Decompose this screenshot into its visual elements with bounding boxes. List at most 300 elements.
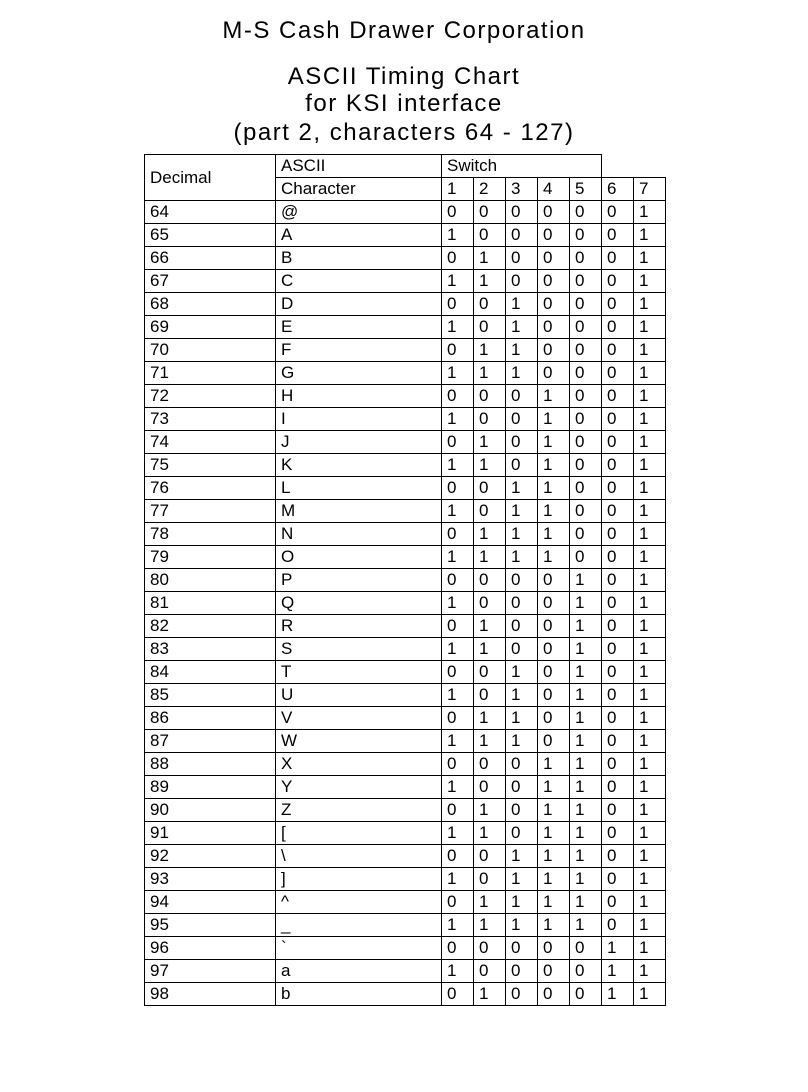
switch-7-cell: 1 xyxy=(634,477,666,500)
switch-2-cell: 0 xyxy=(474,293,506,316)
switch-1-cell: 0 xyxy=(442,247,474,270)
switch-7-cell: 1 xyxy=(634,638,666,661)
switch-6-cell: 0 xyxy=(602,408,634,431)
switch-7-cell: 1 xyxy=(634,546,666,569)
switch-3-cell: 0 xyxy=(506,799,538,822)
switch-5-cell: 0 xyxy=(570,454,602,477)
switch-3-cell: 1 xyxy=(506,293,538,316)
switch-5-cell: 0 xyxy=(570,385,602,408)
switch-2-cell: 1 xyxy=(474,546,506,569)
switch-1-cell: 0 xyxy=(442,799,474,822)
switch-7-cell: 1 xyxy=(634,799,666,822)
switch-1-cell: 1 xyxy=(442,224,474,247)
switch-3-cell: 1 xyxy=(506,316,538,339)
switch-6-cell: 0 xyxy=(602,799,634,822)
switch-7-cell: 1 xyxy=(634,270,666,293)
switch-6-cell: 0 xyxy=(602,753,634,776)
character-cell: ^ xyxy=(276,891,442,914)
character-cell: E xyxy=(276,316,442,339)
character-cell: _ xyxy=(276,914,442,937)
character-cell: G xyxy=(276,362,442,385)
switch-5-cell: 1 xyxy=(570,684,602,707)
switch-4-cell: 0 xyxy=(538,707,570,730)
switch-3-cell: 1 xyxy=(506,661,538,684)
switch-6-cell: 0 xyxy=(602,868,634,891)
character-cell: F xyxy=(276,339,442,362)
switch-6-cell: 0 xyxy=(602,592,634,615)
switch-4-cell: 1 xyxy=(538,753,570,776)
character-cell: Y xyxy=(276,776,442,799)
switch-3-cell: 1 xyxy=(506,477,538,500)
switch-2-cell: 1 xyxy=(474,914,506,937)
character-cell: S xyxy=(276,638,442,661)
switch-6-cell: 1 xyxy=(602,937,634,960)
table-row xyxy=(145,362,666,385)
table-row xyxy=(145,201,666,224)
switch-5-cell: 1 xyxy=(570,638,602,661)
switch-6-cell: 0 xyxy=(602,615,634,638)
switch-3-cell: 1 xyxy=(506,707,538,730)
decimal-cell: 91 xyxy=(145,822,276,845)
switch-5-cell: 0 xyxy=(570,247,602,270)
switch-4-cell: 1 xyxy=(538,408,570,431)
table-row xyxy=(145,730,666,753)
table-row xyxy=(145,684,666,707)
table-row xyxy=(145,523,666,546)
switch-4-cell: 0 xyxy=(538,224,570,247)
table-row xyxy=(145,247,666,270)
switch-1-cell: 0 xyxy=(442,339,474,362)
switch-5-cell: 1 xyxy=(570,615,602,638)
switch-3-cell: 0 xyxy=(506,224,538,247)
table-row xyxy=(145,500,666,523)
switch-4-cell: 0 xyxy=(538,569,570,592)
table-row xyxy=(145,937,666,960)
switch-4-cell: 0 xyxy=(538,362,570,385)
switch-3-cell: 0 xyxy=(506,569,538,592)
switch-5-cell: 0 xyxy=(570,983,602,1006)
decimal-cell: 79 xyxy=(145,546,276,569)
character-cell: P xyxy=(276,569,442,592)
switch-3-cell: 1 xyxy=(506,339,538,362)
decimal-cell: 87 xyxy=(145,730,276,753)
table-row xyxy=(145,914,666,937)
table-row xyxy=(145,339,666,362)
decimal-cell: 68 xyxy=(145,293,276,316)
switch-7-cell: 1 xyxy=(634,914,666,937)
table-row xyxy=(145,845,666,868)
switch-4-cell: 1 xyxy=(538,385,570,408)
switch-3-cell: 0 xyxy=(506,385,538,408)
header-switch-7: 7 xyxy=(634,178,666,201)
switch-5-cell: 1 xyxy=(570,592,602,615)
switch-2-cell: 1 xyxy=(474,431,506,454)
decimal-cell: 70 xyxy=(145,339,276,362)
header-switch-3: 3 xyxy=(506,178,538,201)
character-cell: R xyxy=(276,615,442,638)
switch-3-cell: 0 xyxy=(506,753,538,776)
switch-6-cell: 0 xyxy=(602,822,634,845)
table-row xyxy=(145,592,666,615)
switch-4-cell: 1 xyxy=(538,546,570,569)
switch-5-cell: 1 xyxy=(570,569,602,592)
switch-4-cell: 0 xyxy=(538,638,570,661)
decimal-cell: 83 xyxy=(145,638,276,661)
switch-3-cell: 0 xyxy=(506,247,538,270)
decimal-cell: 64 xyxy=(145,201,276,224)
switch-7-cell: 1 xyxy=(634,454,666,477)
switch-6-cell: 0 xyxy=(602,546,634,569)
decimal-cell: 72 xyxy=(145,385,276,408)
switch-4-cell: 0 xyxy=(538,592,570,615)
switch-1-cell: 1 xyxy=(442,960,474,983)
character-cell: D xyxy=(276,293,442,316)
switch-1-cell: 0 xyxy=(442,385,474,408)
table-row xyxy=(145,960,666,983)
table-row xyxy=(145,477,666,500)
switch-5-cell: 0 xyxy=(570,523,602,546)
character-cell: a xyxy=(276,960,442,983)
table-row xyxy=(145,454,666,477)
switch-1-cell: 0 xyxy=(442,569,474,592)
table-row xyxy=(145,431,666,454)
decimal-cell: 86 xyxy=(145,707,276,730)
switch-6-cell: 0 xyxy=(602,247,634,270)
table-row xyxy=(145,799,666,822)
table-row xyxy=(145,983,666,1006)
switch-5-cell: 1 xyxy=(570,914,602,937)
chart-title-line-3: (part 2, characters 64 - 127) xyxy=(233,119,575,146)
switch-2-cell: 0 xyxy=(474,753,506,776)
switch-7-cell: 1 xyxy=(634,845,666,868)
character-cell: ` xyxy=(276,937,442,960)
switch-1-cell: 0 xyxy=(442,523,474,546)
switch-1-cell: 0 xyxy=(442,431,474,454)
character-cell: Z xyxy=(276,799,442,822)
character-cell: N xyxy=(276,523,442,546)
switch-7-cell: 1 xyxy=(634,339,666,362)
character-cell: U xyxy=(276,684,442,707)
switch-3-cell: 0 xyxy=(506,937,538,960)
switch-2-cell: 0 xyxy=(474,592,506,615)
switch-7-cell: 1 xyxy=(634,201,666,224)
switch-4-cell: 1 xyxy=(538,776,570,799)
switch-4-cell: 1 xyxy=(538,500,570,523)
decimal-cell: 93 xyxy=(145,868,276,891)
decimal-cell: 74 xyxy=(145,431,276,454)
switch-4-cell: 1 xyxy=(538,822,570,845)
character-cell: b xyxy=(276,983,442,1006)
switch-3-cell: 1 xyxy=(506,362,538,385)
switch-3-cell: 1 xyxy=(506,684,538,707)
switch-7-cell: 1 xyxy=(634,661,666,684)
switch-5-cell: 1 xyxy=(570,891,602,914)
switch-7-cell: 1 xyxy=(634,408,666,431)
switch-2-cell: 0 xyxy=(474,845,506,868)
switch-2-cell: 1 xyxy=(474,362,506,385)
table-row xyxy=(145,868,666,891)
switch-2-cell: 0 xyxy=(474,385,506,408)
switch-3-cell: 0 xyxy=(506,431,538,454)
switch-6-cell: 0 xyxy=(602,500,634,523)
table-row xyxy=(145,270,666,293)
switch-2-cell: 0 xyxy=(474,937,506,960)
switch-6-cell: 0 xyxy=(602,477,634,500)
header-decimal: Decimal xyxy=(145,155,276,201)
character-cell: ] xyxy=(276,868,442,891)
switch-7-cell: 1 xyxy=(634,316,666,339)
switch-1-cell: 1 xyxy=(442,362,474,385)
switch-6-cell: 0 xyxy=(602,661,634,684)
switch-2-cell: 0 xyxy=(474,224,506,247)
switch-6-cell: 0 xyxy=(602,362,634,385)
table-row xyxy=(145,293,666,316)
switch-2-cell: 1 xyxy=(474,270,506,293)
switch-6-cell: 0 xyxy=(602,891,634,914)
character-cell: [ xyxy=(276,822,442,845)
switch-4-cell: 1 xyxy=(538,523,570,546)
switch-2-cell: 0 xyxy=(474,661,506,684)
decimal-cell: 94 xyxy=(145,891,276,914)
switch-2-cell: 0 xyxy=(474,684,506,707)
character-cell: A xyxy=(276,224,442,247)
character-cell: T xyxy=(276,661,442,684)
character-cell: X xyxy=(276,753,442,776)
switch-4-cell: 1 xyxy=(538,914,570,937)
switch-5-cell: 0 xyxy=(570,270,602,293)
switch-7-cell: 1 xyxy=(634,776,666,799)
switch-7-cell: 1 xyxy=(634,592,666,615)
switch-1-cell: 1 xyxy=(442,684,474,707)
decimal-cell: 75 xyxy=(145,454,276,477)
switch-2-cell: 1 xyxy=(474,615,506,638)
character-cell: I xyxy=(276,408,442,431)
switch-1-cell: 1 xyxy=(442,730,474,753)
decimal-cell: 96 xyxy=(145,937,276,960)
switch-4-cell: 0 xyxy=(538,201,570,224)
switch-7-cell: 1 xyxy=(634,293,666,316)
switch-1-cell: 0 xyxy=(442,891,474,914)
switch-2-cell: 1 xyxy=(474,822,506,845)
switch-1-cell: 1 xyxy=(442,270,474,293)
chart-title-line-1: ASCII Timing Chart xyxy=(287,63,521,90)
decimal-cell: 92 xyxy=(145,845,276,868)
switch-7-cell: 1 xyxy=(634,500,666,523)
switch-5-cell: 1 xyxy=(570,845,602,868)
switch-3-cell: 0 xyxy=(506,201,538,224)
switch-5-cell: 0 xyxy=(570,362,602,385)
switch-2-cell: 0 xyxy=(474,477,506,500)
switch-5-cell: 1 xyxy=(570,868,602,891)
decimal-cell: 65 xyxy=(145,224,276,247)
table-row xyxy=(145,707,666,730)
switch-3-cell: 0 xyxy=(506,638,538,661)
switch-2-cell: 0 xyxy=(474,201,506,224)
switch-3-cell: 0 xyxy=(506,454,538,477)
character-cell: M xyxy=(276,500,442,523)
switch-1-cell: 1 xyxy=(442,592,474,615)
character-cell: H xyxy=(276,385,442,408)
switch-4-cell: 1 xyxy=(538,431,570,454)
switch-7-cell: 1 xyxy=(634,431,666,454)
table-row xyxy=(145,385,666,408)
character-cell: O xyxy=(276,546,442,569)
switch-7-cell: 1 xyxy=(634,753,666,776)
switch-1-cell: 1 xyxy=(442,914,474,937)
switch-6-cell: 0 xyxy=(602,339,634,362)
header-switch-1: 1 xyxy=(442,178,474,201)
switch-3-cell: 1 xyxy=(506,891,538,914)
switch-3-cell: 1 xyxy=(506,845,538,868)
switch-2-cell: 0 xyxy=(474,408,506,431)
switch-6-cell: 0 xyxy=(602,523,634,546)
switch-5-cell: 0 xyxy=(570,546,602,569)
switch-3-cell: 0 xyxy=(506,270,538,293)
switch-1-cell: 0 xyxy=(442,845,474,868)
character-cell: L xyxy=(276,477,442,500)
switch-2-cell: 0 xyxy=(474,500,506,523)
decimal-cell: 97 xyxy=(145,960,276,983)
table-row xyxy=(145,753,666,776)
table-body xyxy=(145,201,666,1006)
decimal-cell: 89 xyxy=(145,776,276,799)
switch-4-cell: 0 xyxy=(538,684,570,707)
switch-2-cell: 1 xyxy=(474,523,506,546)
switch-6-cell: 0 xyxy=(602,201,634,224)
switch-1-cell: 1 xyxy=(442,500,474,523)
switch-5-cell: 1 xyxy=(570,730,602,753)
switch-1-cell: 0 xyxy=(442,937,474,960)
decimal-cell: 80 xyxy=(145,569,276,592)
character-cell: K xyxy=(276,454,442,477)
header-switch-4: 4 xyxy=(538,178,570,201)
switch-1-cell: 0 xyxy=(442,661,474,684)
ascii-timing-table xyxy=(144,154,666,1006)
switch-5-cell: 1 xyxy=(570,753,602,776)
switch-6-cell: 1 xyxy=(602,983,634,1006)
switch-3-cell: 1 xyxy=(506,730,538,753)
switch-5-cell: 1 xyxy=(570,822,602,845)
switch-4-cell: 0 xyxy=(538,293,570,316)
table-row xyxy=(145,661,666,684)
decimal-cell: 98 xyxy=(145,983,276,1006)
switch-7-cell: 1 xyxy=(634,822,666,845)
switch-3-cell: 0 xyxy=(506,615,538,638)
switch-2-cell: 1 xyxy=(474,730,506,753)
switch-7-cell: 1 xyxy=(634,247,666,270)
company-title: M-S Cash Drawer Corporation xyxy=(222,17,586,44)
switch-5-cell: 1 xyxy=(570,799,602,822)
switch-5-cell: 0 xyxy=(570,431,602,454)
switch-4-cell: 1 xyxy=(538,477,570,500)
header-spacer xyxy=(602,155,666,178)
table-row xyxy=(145,822,666,845)
switch-1-cell: 1 xyxy=(442,454,474,477)
switch-5-cell: 0 xyxy=(570,293,602,316)
switch-1-cell: 1 xyxy=(442,546,474,569)
switch-5-cell: 0 xyxy=(570,224,602,247)
switch-5-cell: 1 xyxy=(570,661,602,684)
decimal-cell: 78 xyxy=(145,523,276,546)
character-cell: Q xyxy=(276,592,442,615)
header-switch-5: 5 xyxy=(570,178,602,201)
switch-2-cell: 0 xyxy=(474,960,506,983)
character-cell: C xyxy=(276,270,442,293)
switch-1-cell: 0 xyxy=(442,201,474,224)
switch-7-cell: 1 xyxy=(634,569,666,592)
character-cell: \ xyxy=(276,845,442,868)
switch-1-cell: 0 xyxy=(442,707,474,730)
decimal-cell: 88 xyxy=(145,753,276,776)
switch-3-cell: 1 xyxy=(506,868,538,891)
table-row xyxy=(145,224,666,247)
switch-5-cell: 0 xyxy=(570,339,602,362)
switch-3-cell: 0 xyxy=(506,822,538,845)
switch-6-cell: 0 xyxy=(602,454,634,477)
switch-1-cell: 0 xyxy=(442,477,474,500)
switch-3-cell: 0 xyxy=(506,408,538,431)
switch-3-cell: 0 xyxy=(506,983,538,1006)
switch-3-cell: 0 xyxy=(506,776,538,799)
switch-4-cell: 1 xyxy=(538,868,570,891)
switch-3-cell: 1 xyxy=(506,914,538,937)
switch-6-cell: 0 xyxy=(602,224,634,247)
switch-7-cell: 1 xyxy=(634,385,666,408)
switch-4-cell: 0 xyxy=(538,339,570,362)
switch-3-cell: 1 xyxy=(506,546,538,569)
switch-6-cell: 0 xyxy=(602,845,634,868)
switch-1-cell: 0 xyxy=(442,983,474,1006)
switch-5-cell: 0 xyxy=(570,960,602,983)
switch-6-cell: 0 xyxy=(602,316,634,339)
switch-1-cell: 1 xyxy=(442,408,474,431)
switch-6-cell: 0 xyxy=(602,385,634,408)
decimal-cell: 73 xyxy=(145,408,276,431)
switch-5-cell: 0 xyxy=(570,201,602,224)
switch-6-cell: 1 xyxy=(602,960,634,983)
switch-2-cell: 0 xyxy=(474,868,506,891)
switch-7-cell: 1 xyxy=(634,960,666,983)
switch-2-cell: 0 xyxy=(474,569,506,592)
switch-6-cell: 0 xyxy=(602,730,634,753)
switch-7-cell: 1 xyxy=(634,684,666,707)
switch-7-cell: 1 xyxy=(634,362,666,385)
switch-3-cell: 1 xyxy=(506,500,538,523)
switch-2-cell: 1 xyxy=(474,339,506,362)
switch-1-cell: 1 xyxy=(442,868,474,891)
switch-5-cell: 0 xyxy=(570,477,602,500)
switch-6-cell: 0 xyxy=(602,914,634,937)
switch-1-cell: 0 xyxy=(442,293,474,316)
table-row xyxy=(145,638,666,661)
switch-5-cell: 0 xyxy=(570,937,602,960)
switch-5-cell: 0 xyxy=(570,408,602,431)
switch-7-cell: 1 xyxy=(634,707,666,730)
switch-7-cell: 1 xyxy=(634,224,666,247)
decimal-cell: 77 xyxy=(145,500,276,523)
switch-7-cell: 1 xyxy=(634,891,666,914)
switch-4-cell: 1 xyxy=(538,454,570,477)
switch-1-cell: 0 xyxy=(442,753,474,776)
switch-2-cell: 1 xyxy=(474,707,506,730)
switch-7-cell: 1 xyxy=(634,937,666,960)
switch-7-cell: 1 xyxy=(634,868,666,891)
switch-7-cell: 1 xyxy=(634,730,666,753)
character-cell: W xyxy=(276,730,442,753)
switch-2-cell: 0 xyxy=(474,316,506,339)
character-cell: J xyxy=(276,431,442,454)
table-row xyxy=(145,316,666,339)
